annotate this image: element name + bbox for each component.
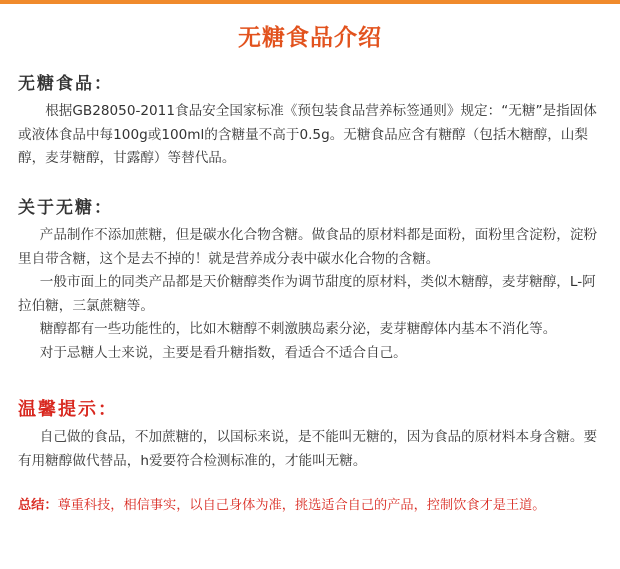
section-heading-about-sugar-free: 关于无糖： bbox=[18, 198, 113, 218]
summary-label: 总结： bbox=[18, 498, 58, 513]
section-sugar-free-food bbox=[18, 72, 608, 171]
paragraph-homemade-food: 自己做的食品，不加蔗糖的，以国标来说，是不能叫无糖的，因为食品的原材料本身含糖。要有用糖醇做代替品，h爱要符合检测标准的，才能叫无糖。 bbox=[18, 429, 598, 469]
page-title: 无糖食品介绍 bbox=[238, 25, 382, 51]
section-heading-sugar-free-food: 无糖食品： bbox=[18, 74, 113, 94]
paragraph-market-products: 一般市面上的同类产品都是天价糖醇类作为调节甜度的原材料，类似木糖醇，麦芽糖醇，L-阿拉伯糖，三氯蔗糖等。 bbox=[18, 274, 596, 314]
summary-text: 尊重科技，相信事实，以自己身体为准，挑选适合自己的产品，控制饮食才是王道。 bbox=[57, 498, 546, 513]
paragraph-production: 产品制作不添加蔗糖，但是碳水化合物含糖。做食品的原材料都是面粉，面粉里含淀粉，淀粉里自带含糖，这个是去不掉的！就是营养成分表中碳水化合物的含糖。 bbox=[18, 227, 598, 267]
section-warm-tip bbox=[18, 398, 608, 473]
paragraph-definition: 根据GB28050-2011食品安全国家标准《预包装食品营养标签通则》规定：“无糖”是指固体或液体食品中每100g或100ml的含糖量不高于0.5g。无糖食品应含有糖醇（包括木糖醇，山梨醇，麦芽糖醇，甘露醇）等替代品。 bbox=[18, 103, 597, 166]
summary-line bbox=[18, 495, 618, 517]
section-heading-warm-tip: 温馨提示： bbox=[18, 399, 118, 420]
section-about-sugar-free bbox=[18, 196, 608, 365]
paragraph-sugar-alcohol-function: 糖醇都有一些功能性的，比如木糖醇不刺激胰岛素分泌，麦芽糖醇体内基本不消化等。 bbox=[39, 321, 557, 337]
paragraph-glycemic-index: 对于忌糖人士来说，主要是看升糖指数，看适合不适合自己。 bbox=[39, 344, 407, 361]
top-accent-bar bbox=[0, 0, 620, 4]
